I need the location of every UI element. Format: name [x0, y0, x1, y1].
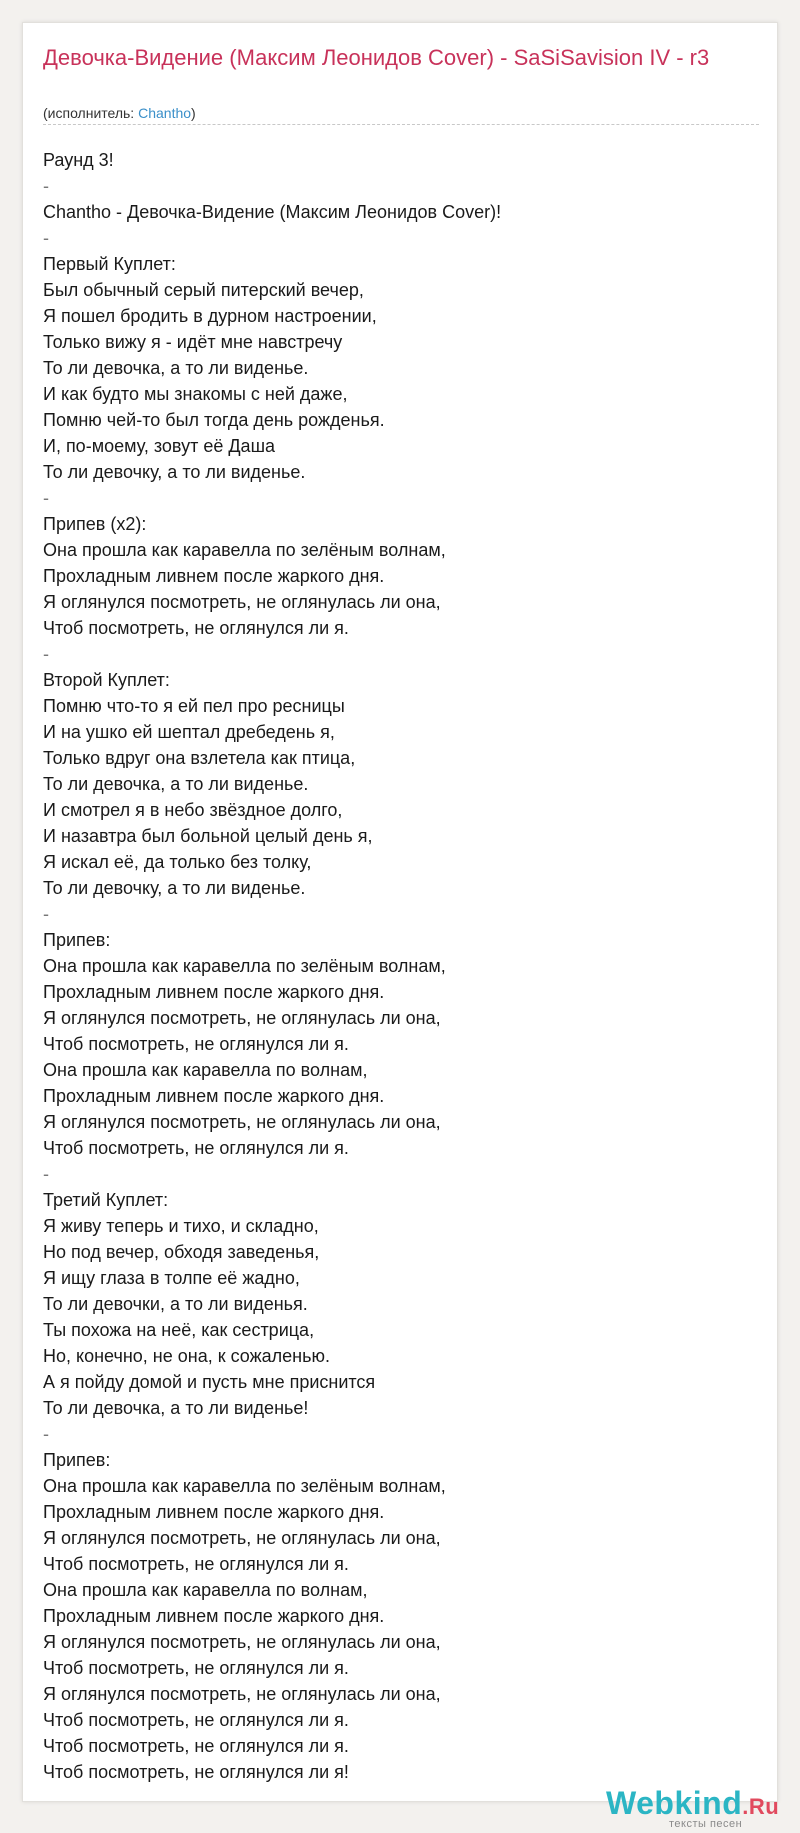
lyric-line: Прохладным ливнем после жаркого дня.: [43, 566, 385, 586]
lyric-line: И, по-моему, зовут её Даша: [43, 436, 276, 456]
lyric-line: То ли девочка, а то ли виденье.: [43, 774, 309, 794]
lyric-line: Чтоб посмотреть, не оглянулся ли я.: [43, 618, 349, 638]
lyric-line: То ли девочки, а то ли виденья.: [43, 1294, 308, 1314]
performer-link[interactable]: Chantho: [138, 105, 192, 121]
lyric-line: Чтоб посмотреть, не оглянулся ли я.: [43, 1554, 349, 1574]
performer-prefix: (исполнитель:: [43, 105, 139, 121]
lyric-line: Только вдруг она взлетела как птица,: [43, 748, 356, 768]
lyric-line: То ли девочка, а то ли виденье!: [43, 1398, 309, 1418]
performer-suffix: ): [191, 105, 196, 121]
lyric-line: То ли девочку, а то ли виденье.: [43, 462, 306, 482]
verse-separator: -: [43, 488, 49, 508]
lyric-line: Раунд 3!: [43, 150, 114, 170]
lyric-line: И назавтра был больной целый день я,: [43, 826, 373, 846]
verse-separator: -: [43, 644, 49, 664]
lyrics-body: [43, 147, 759, 1785]
lyric-line: И смотрел я в небо звёздное долго,: [43, 800, 343, 820]
lyric-line: Я оглянулся посмотреть, не оглянулась ли она,: [43, 1528, 441, 1548]
verse-separator: -: [43, 1164, 49, 1184]
lyric-line: Прохладным ливнем после жаркого дня.: [43, 982, 385, 1002]
lyric-line: Помню что-то я ей пел про ресницы: [43, 696, 345, 716]
performer-line: [43, 104, 196, 122]
lyric-line: Я искал её, да только без толку,: [43, 852, 312, 872]
lyric-line: А я пойду домой и пусть мне приснится: [43, 1372, 376, 1392]
lyrics-card: [22, 22, 780, 1830]
lyric-line: Чтоб посмотреть, не оглянулся ли я!: [43, 1762, 349, 1782]
lyric-line: Она прошла как каравелла по зелёным волнам,: [43, 956, 446, 976]
lyric-line: Третий Куплет:: [43, 1190, 169, 1210]
lyric-line: Я оглянулся посмотреть, не оглянулась ли она,: [43, 592, 441, 612]
lyric-line: Она прошла как каравелла по волнам,: [43, 1580, 368, 1600]
verse-separator: -: [43, 228, 49, 248]
verse-separator: -: [43, 1424, 49, 1444]
lyric-line: Чтоб посмотреть, не оглянулся ли я.: [43, 1034, 349, 1054]
lyric-line: Ты похожа на неё, как сестрица,: [43, 1320, 315, 1340]
lyric-line: Помню чей-то был тогда день рожденья.: [43, 410, 385, 430]
lyric-line: Но, конечно, не она, к сожаленью.: [43, 1346, 330, 1366]
lyric-line: Чтоб посмотреть, не оглянулся ли я.: [43, 1710, 349, 1730]
lyric-line: Только вижу я - идёт мне навстречу: [43, 332, 343, 352]
logo-tagline: тексты песен: [669, 1818, 743, 1830]
lyric-line: Припев (x2):: [43, 514, 147, 534]
lyric-line: Я ищу глаза в толпе её жадно,: [43, 1268, 300, 1288]
lyric-line: Я оглянулся посмотреть, не оглянулась ли она,: [43, 1008, 441, 1028]
lyric-line: Она прошла как каравелла по зелёным волнам,: [43, 540, 446, 560]
lyric-line: Я оглянулся посмотреть, не оглянулась ли она,: [43, 1632, 441, 1652]
lyric-line: Чтоб посмотреть, не оглянулся ли я.: [43, 1138, 349, 1158]
lyric-line: Прохладным ливнем после жаркого дня.: [43, 1606, 385, 1626]
lyric-line: Был обычный серый питерский вечер,: [43, 280, 364, 300]
verse-separator: -: [43, 176, 49, 196]
webkind-logo: [606, 1785, 796, 1833]
lyric-line: Я оглянулся посмотреть, не оглянулась ли она,: [43, 1684, 441, 1704]
lyric-line: Припев:: [43, 1450, 111, 1470]
lyric-line: Второй Куплет:: [43, 670, 170, 690]
lyric-line: Прохладным ливнем после жаркого дня.: [43, 1086, 385, 1106]
lyric-line: Я живу теперь и тихо, и складно,: [43, 1216, 319, 1236]
lyric-line: Она прошла как каравелла по зелёным волнам,: [43, 1476, 446, 1496]
verse-separator: -: [43, 904, 49, 924]
lyric-line: И как будто мы знакомы с ней даже,: [43, 384, 348, 404]
lyric-line: То ли девочка, а то ли виденье.: [43, 358, 309, 378]
lyric-line: Но под вечер, обходя заведенья,: [43, 1242, 320, 1262]
lyric-line: Chantho - Девочка-Видение (Максим Леонидов Cover)!: [43, 202, 502, 222]
lyric-line: То ли девочку, а то ли виденье.: [43, 878, 306, 898]
page-title: Девочка-Видение (Максим Леонидов Cover) - SaSiSavision IV - r3: [43, 45, 710, 70]
lyric-line: Чтоб посмотреть, не оглянулся ли я.: [43, 1736, 349, 1756]
lyric-line: И на ушко ей шептал дребедень я,: [43, 722, 335, 742]
lyric-line: Чтоб посмотреть, не оглянулся ли я.: [43, 1658, 349, 1678]
lyric-line: Я пошел бродить в дурном настроении,: [43, 306, 377, 326]
lyric-line: Припев:: [43, 930, 111, 950]
dashed-divider: [43, 124, 759, 125]
lyric-line: Первый Куплет:: [43, 254, 176, 274]
lyric-line: Я оглянулся посмотреть, не оглянулась ли она,: [43, 1112, 441, 1132]
logo-tld: .Ru: [742, 1794, 780, 1819]
lyric-line: Она прошла как каравелла по волнам,: [43, 1060, 368, 1080]
logo-brand: Webkind: [606, 1785, 743, 1821]
lyric-line: Прохладным ливнем после жаркого дня.: [43, 1502, 385, 1522]
